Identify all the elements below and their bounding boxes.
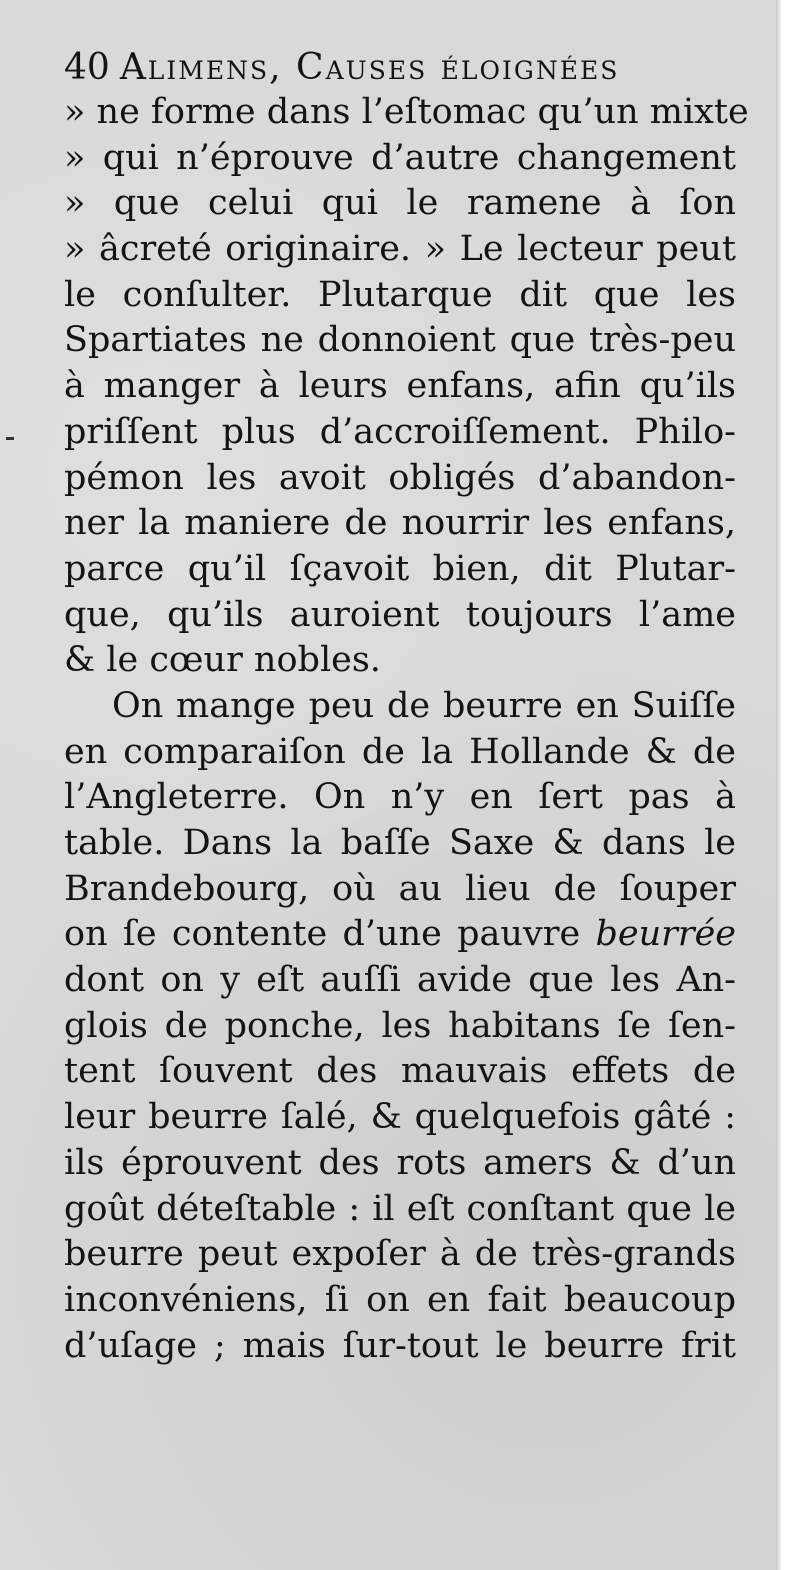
text-line: parce qu’il ſçavoit bien, dit Plutar-	[64, 548, 736, 589]
paragraph-start-line: On mange peu de beurre en Suiſſe	[112, 685, 736, 726]
text-line: que, qu’ils auroient toujours l’ame	[64, 594, 736, 635]
text-line: Spartiates ne donnoient que très-peu	[64, 320, 736, 361]
text-line: goût déteſtable : il eſt conſtant que le	[64, 1188, 736, 1229]
text-line: en comparaiſon de la Hollande & de	[64, 731, 736, 772]
italic-word: beurrée	[595, 914, 736, 955]
text-line: à manger à leurs enfans, afin qu’ils	[64, 366, 736, 407]
text-line: » que celui qui le ramene à ſon	[64, 183, 736, 224]
text-line: » ne forme dans l’eſtomac qu’un mixte	[64, 92, 749, 132]
text-line: priſſent plus d’accroiſſement. Philo-	[64, 411, 736, 452]
text-line	[64, 912, 736, 958]
text-line: » âcreté originaire. » Le lecteur peut	[64, 229, 736, 270]
text-line: & le cœur nobles.	[64, 640, 381, 681]
text-line: inconvéniens, ſi on en fait beaucoup	[64, 1279, 736, 1320]
text-run: on ſe contente d’une pauvre	[64, 914, 596, 955]
running-title: Alimens, Causes éloignées	[119, 47, 620, 88]
text-line: leur beurre ſalé, & quelquefois gâté :	[64, 1097, 736, 1138]
text-line: Brandebourg, où au lieu de ſouper	[64, 868, 736, 909]
page-edge	[776, 0, 781, 1570]
running-header	[64, 46, 736, 90]
text-line: table. Dans la baſſe Saxe & dans le	[64, 823, 736, 863]
text-line: d’uſage ; mais ſur-tout le beurre frit	[64, 1325, 736, 1366]
text-line: beurre peut expoſer à de très-grands	[64, 1234, 736, 1275]
text-line: ils éprouvent des rots amers & d’un	[64, 1142, 736, 1183]
margin-mark	[6, 437, 14, 440]
text-line: ner la maniere de nourrir les enfans,	[64, 503, 736, 544]
text-line: » qui n’éprouve d’autre changement	[64, 137, 736, 178]
text-line: l’Angleterre. On n’y en ſert pas à	[64, 777, 736, 818]
text-line: pémon les avoit obligés d’abandon-	[64, 457, 736, 498]
page-text	[64, 46, 749, 1369]
text-line: glois de ponche, les habitans ſe ſen-	[64, 1005, 736, 1046]
page-number: 40	[64, 47, 110, 88]
text-line: le conſulter. Plutarque dit que les	[64, 274, 736, 315]
text-line: tent ſouvent des mauvais effets de	[64, 1051, 736, 1092]
text-line: dont on y eſt auſſi avide que les An-	[64, 960, 736, 1001]
